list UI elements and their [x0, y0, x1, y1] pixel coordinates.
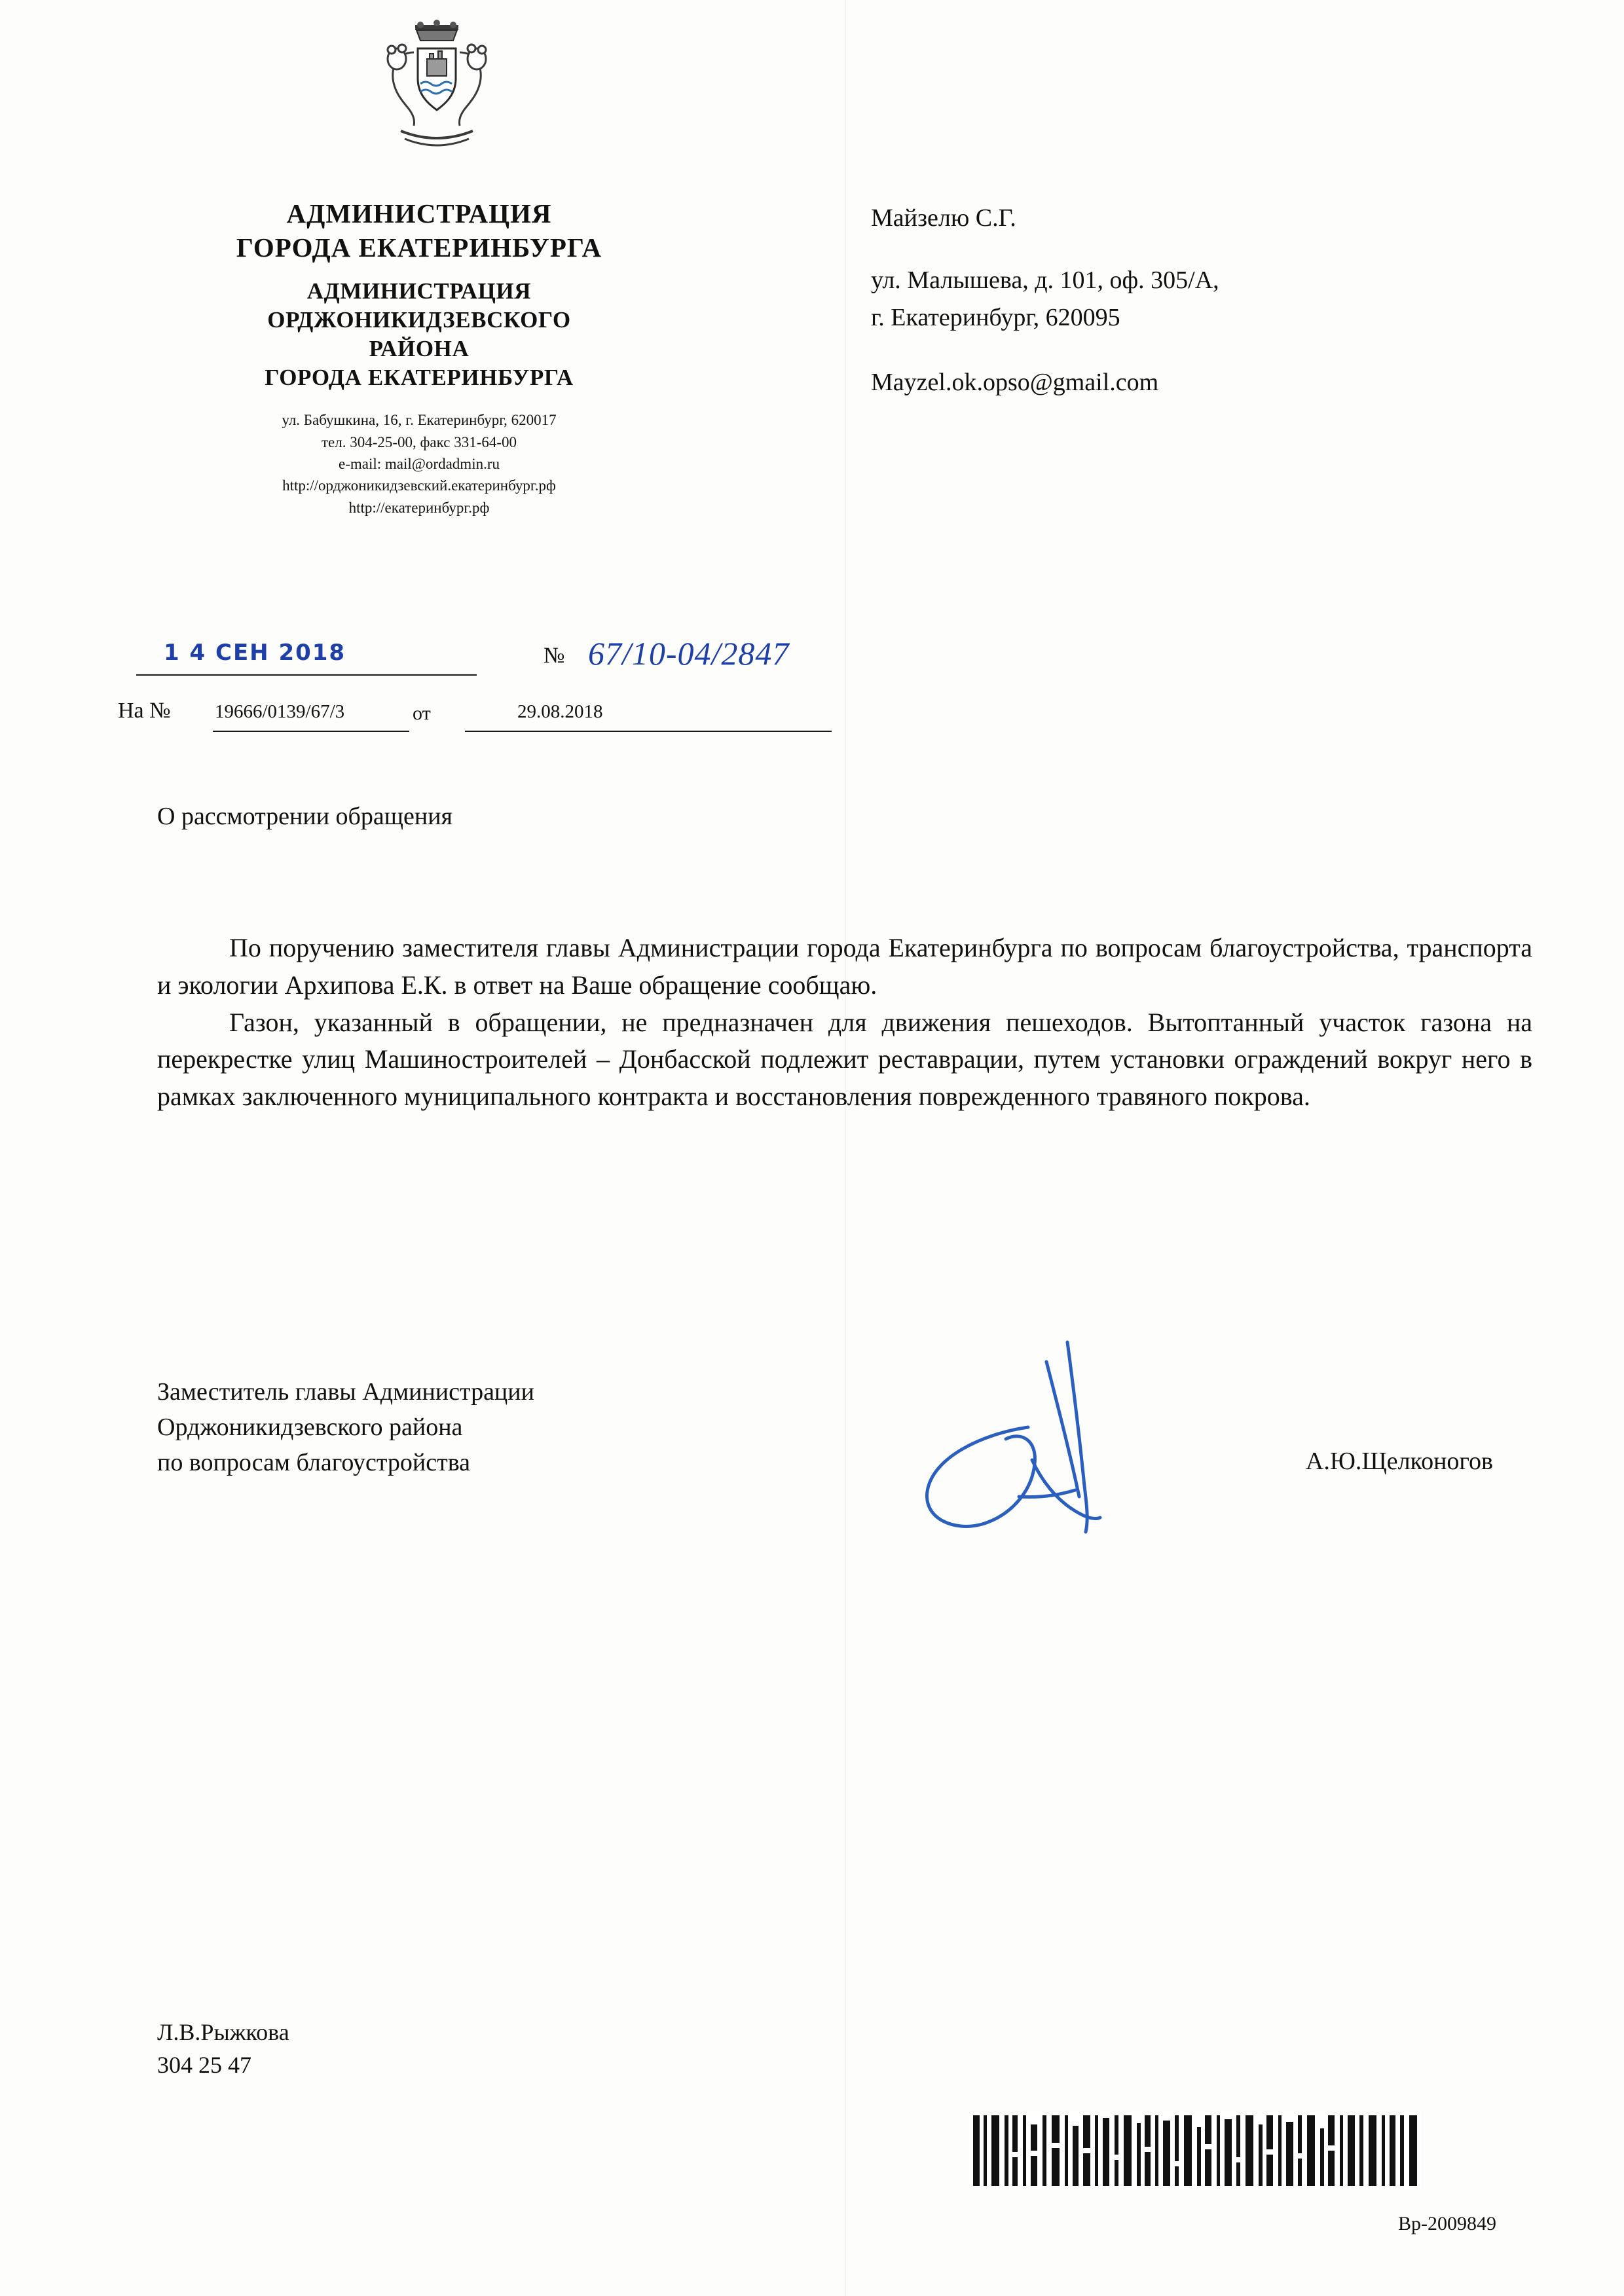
barcode-label: Вр-2009849 [1398, 2213, 1496, 2234]
addressee-address-line-2: г. Екатеринбург, 620095 [871, 304, 1120, 331]
org-title-line-1: АДМИНИСТРАЦИЯ [286, 198, 552, 228]
reference-row-outgoing [118, 635, 838, 684]
body-paragraph-1: По поручению заместителя главы Администрации города Екатеринбурга по вопросам благоустройства, транспорта и экологии Архипова Е.К. в ответ на Ваше обращение сообщаю. [157, 933, 1532, 1000]
document-subject: О рассмотрении обращения [157, 803, 453, 830]
date-rule [136, 674, 477, 676]
incoming-rule [213, 731, 409, 732]
signer-post-line-1: Заместитель главы Администрации [157, 1378, 534, 1406]
addressee-spacer [871, 237, 1526, 262]
executor-name: Л.В.Рыжкова [157, 2019, 289, 2045]
signer-post-line-2: Орджоникидзевского района [157, 1413, 463, 1441]
org-site-city: http://екатеринбург.рф [348, 499, 490, 516]
org-subtitle-line-2: ОРДЖОНИКИДЗЕВСКОГО [267, 307, 571, 333]
incoming-value: 19666/0139/67/3 [215, 701, 345, 722]
signer-post [157, 1375, 943, 1481]
addressee-address-line-1: ул. Малышева, д. 101, оф. 305/А, [871, 266, 1219, 294]
signature-block [157, 1375, 1532, 1481]
organization-header [157, 196, 681, 519]
executor-block [157, 2016, 289, 2081]
incoming-label: На № [118, 699, 171, 723]
addressee-block [871, 200, 1526, 401]
body-paragraph-2: Газон, указанный в обращении, не предназначен для движения пешеходов. Вытоптанный участок газона на перекрестке улиц Машиностроителей – Донбасской подлежит реставрации, путем установки ограждений вокруг него в рамках заключенного муниципального контракта и восстановления поврежденного травяного покрова. [157, 1007, 1532, 1112]
signer-post-line-3: по вопросам благоустройства [157, 1448, 471, 1476]
org-email: e-mail: mail@ordadmin.ru [338, 456, 500, 472]
document-body [157, 930, 1532, 1116]
org-site-district: http://орджоникидзевский.екатеринбург.рф [282, 477, 556, 494]
from-value: 29.08.2018 [517, 701, 603, 722]
from-label: от [413, 702, 431, 724]
reference-row-incoming [118, 695, 838, 740]
addressee-email: Mayzel.ok.opso@gmail.com [871, 369, 1159, 396]
reference-block [118, 635, 838, 740]
executor-phone: 304 25 47 [157, 2051, 251, 2078]
organization-contacts [157, 409, 681, 519]
org-subtitle-line-1: АДМИНИСТРАЦИЯ [306, 278, 532, 304]
org-address: ул. Бабушкина, 16, г. Екатеринбург, 620017 [282, 412, 557, 429]
org-phone: тел. 304-25-00, факс 331-64-00 [321, 433, 517, 450]
number-value-handwritten: 67/10-04/2847 [588, 635, 790, 672]
handwritten-signature [904, 1336, 1179, 1552]
scan-fold-line [845, 0, 846, 2296]
barcode [969, 2111, 1421, 2190]
number-label: № [544, 644, 565, 668]
coat-of-arms-icon [375, 20, 499, 170]
date-stamp: 1 4 СЕН 2018 [164, 640, 346, 666]
addressee-name: Майзелю С.Г. [871, 204, 1016, 232]
org-subtitle-line-3: РАЙОНА [369, 336, 470, 362]
org-title-line-2: ГОРОДА ЕКАТЕРИНБУРГА [236, 232, 602, 263]
org-subtitle-line-4: ГОРОДА ЕКАТЕРИНБУРГА [265, 365, 574, 391]
signer-name: А.Ю.Щелконогов [1305, 1448, 1493, 1475]
from-rule [465, 731, 832, 732]
